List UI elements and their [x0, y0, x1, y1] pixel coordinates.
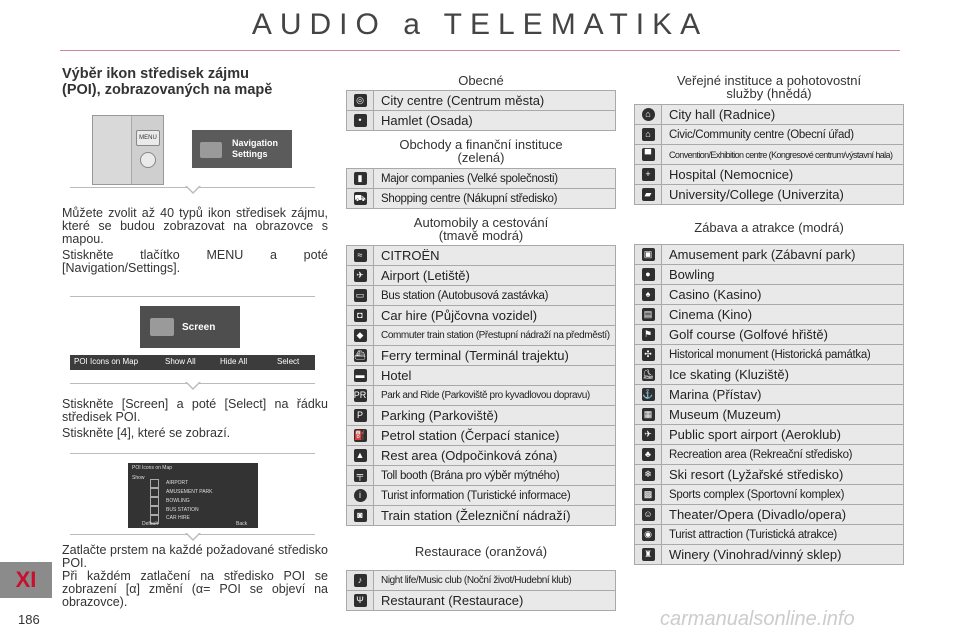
ice-skating-icon: ⛸ — [642, 368, 654, 379]
car-icon: ◘ — [354, 309, 367, 322]
table-row: ▦ Museum (Muzeum) — [635, 405, 904, 425]
category-entertainment-title: Zábava a atrakce (modrá) — [694, 220, 844, 235]
poi-list-image: POI Icons on Map Show AIRPORT AMUSEMENT PARK BOWLING BUS STATION CAR HIRE Default Back — [128, 463, 258, 528]
ferry-icon: ⛴ — [354, 349, 366, 360]
table-row: ◉ Turist attraction (Turistická atrakce) — [635, 525, 904, 545]
commuter-train-icon: ◆ — [354, 329, 367, 342]
city-centre-icon: ◎ — [354, 94, 367, 107]
table-restaurants — [346, 570, 616, 611]
table-general — [346, 90, 616, 131]
table-row: Ψ Restaurant (Restaurace) — [347, 591, 616, 611]
table-row: ☺ Theater/Opera (Divadlo/opera) — [635, 505, 904, 525]
sports-complex-icon: ▩ — [642, 488, 655, 501]
category-public-title: Veřejné instituce a pohotovostní služby (hnědá) — [676, 73, 862, 101]
city-hall-icon: ⌂ — [642, 108, 655, 121]
menu-button-image: MENU — [136, 130, 160, 146]
table-row: ▲ Rest area (Odpočinková zóna) — [347, 446, 616, 466]
divider — [70, 383, 315, 384]
table-row: ⛽ Petrol station (Čerpací stanice) — [347, 426, 616, 446]
university-icon: ▰ — [642, 188, 655, 201]
table-row: ▭ Bus station (Autobusová zastávka) — [347, 286, 616, 306]
recreation-area-icon: ♣ — [642, 448, 655, 461]
category-general-title: Obecné — [458, 73, 504, 88]
table-row: ✈ Public sport airport (Aeroklub) — [635, 425, 904, 445]
instruction-block-1: Můžete zvolit až 40 typů ikon středisek zájmu, které se budou zobrazovat na obrazovce s mapou. Stiskněte tlačítko MENU a poté [Navigation/Settings]. — [62, 206, 328, 275]
table-row: + Hospital (Nemocnice) — [635, 165, 904, 185]
hotel-icon: ▬ — [355, 369, 365, 380]
table-row: ♠ Casino (Kasino) — [635, 285, 904, 305]
toll-booth-icon: ╤ — [354, 469, 367, 482]
cinema-icon: ▤ — [642, 308, 655, 321]
convention-centre-icon: ▀ — [642, 148, 655, 161]
sport-airport-icon: ✈ — [642, 428, 655, 441]
table-automotive — [346, 245, 616, 526]
park-and-ride-icon: PR — [353, 389, 367, 400]
screen-button-image: Screen — [140, 306, 240, 348]
poi-icons-bar-image: POI Icons on Map Show All Hide All Select — [70, 355, 315, 370]
table-row: ⌂ Civic/Community centre (Obecní úřad) — [635, 125, 904, 145]
table-row: ╤ Toll booth (Brána pro výběr mýtného) — [347, 466, 616, 486]
table-row: ⚑ Golf course (Golfové hřiště) — [635, 325, 904, 345]
museum-icon: ▦ — [642, 408, 655, 421]
table-row: ◎ City centre (Centrum města) — [347, 91, 616, 111]
header-rule — [60, 50, 900, 51]
table-row: ▩ Sports complex (Sportovní komplex) — [635, 485, 904, 505]
instruction-block-2: Stiskněte [Screen] a poté [Select] na řádku středisek POI. Stiskněte [4], které se zobrazí. — [62, 397, 328, 440]
screen-icon — [150, 318, 174, 336]
restaurant-icon: Ψ — [354, 594, 367, 607]
divider — [70, 187, 315, 188]
table-shopping — [346, 168, 616, 209]
table-row: ♣ Recreation area (Rekreační středisko) — [635, 445, 904, 465]
instruction-block-3: Zatlačte prstem na každé požadované středisko POI. Při každém zatlačení na středisko POI se zobrazení [α] změní (α= POI se objeví na obrazovce). — [62, 543, 328, 609]
table-row: ✣ Historical monument (Historická památka) — [635, 345, 904, 365]
train-icon: ◙ — [354, 509, 367, 522]
divider — [70, 534, 315, 535]
parking-icon: P — [354, 409, 367, 422]
table-row: ♪ Night life/Music club (Noční život/Hudební klub) — [347, 571, 616, 591]
section-title: Výběr ikon středisek zájmu (POI), zobrazovaných na mapě — [62, 66, 273, 98]
night-life-icon: ♪ — [354, 574, 367, 587]
table-row: P Parking (Parkoviště) — [347, 406, 616, 426]
table-row: ❄ Ski resort (Lyžařské středisko) — [635, 465, 904, 485]
table-row: ◘ Car hire (Půjčovna vozidel) — [347, 306, 616, 326]
table-row: ♜ Winery (Vinohrad/vinný sklep) — [635, 545, 904, 565]
table-row: ▰ University/College (Univerzita) — [635, 185, 904, 205]
navigation-settings-image: Navigation Settings — [192, 130, 292, 168]
community-centre-icon: ⌂ — [642, 128, 655, 141]
table-row: ◆ Commuter train station (Přestupní nádraží na předměstí) — [347, 326, 616, 346]
table-row: ⛟ Shopping centre (Nákupní středisko) — [347, 189, 616, 209]
divider — [70, 296, 315, 297]
table-row: ⛸ Ice skating (Kluziště) — [635, 365, 904, 385]
info-icon: i — [354, 489, 367, 502]
rest-area-icon: ▲ — [354, 449, 367, 462]
monument-icon: ✣ — [642, 348, 655, 361]
table-row: ✈ Airport (Letiště) — [347, 266, 616, 286]
table-row: ≈ CITROËN — [347, 246, 616, 266]
shopping-cart-icon: ⛟ — [354, 192, 366, 203]
amusement-park-icon: ▣ — [642, 248, 655, 261]
hospital-icon: + — [642, 168, 655, 181]
category-automotive-title: Automobily a cestování (tmavě modrá) — [413, 215, 549, 243]
table-entertainment — [634, 244, 904, 565]
table-row: ⌂ City hall (Radnice) — [635, 105, 904, 125]
table-row: PR Park and Ride (Parkoviště pro kyvadlovou dopravu) — [347, 386, 616, 406]
airport-icon: ✈ — [354, 269, 367, 282]
bus-icon: ▭ — [354, 289, 367, 302]
navigation-icon — [200, 142, 222, 158]
category-shopping-title: Obchody a finanční instituce (zelená) — [399, 137, 563, 165]
menu-panel-image — [92, 115, 164, 185]
watermark: carmanualsonline.info — [660, 608, 855, 630]
table-row: ● Bowling — [635, 265, 904, 285]
table-row: ⛴ Ferry terminal (Terminál trajektu) — [347, 346, 616, 366]
table-row: ▮ Major companies (Velké společnosti) — [347, 169, 616, 189]
table-public — [634, 104, 904, 205]
table-row: ▤ Cinema (Kino) — [635, 305, 904, 325]
theater-icon: ☺ — [643, 508, 653, 519]
category-restaurants-title: Restaurace (oranžová) — [414, 544, 548, 559]
table-row: ▣ Amusement park (Zábavní park) — [635, 245, 904, 265]
ski-resort-icon: ❄ — [642, 468, 655, 481]
table-row: • Hamlet (Osada) — [347, 111, 616, 131]
divider — [70, 453, 315, 454]
table-row: ▬ Hotel — [347, 366, 616, 386]
table-row: ⚓ Marina (Přístav) — [635, 385, 904, 405]
table-row: ◙ Train station (Železniční nádraží) — [347, 506, 616, 526]
page-header: AUDIO a TELEMATIKA — [251, 8, 709, 41]
company-icon: ▮ — [354, 172, 367, 185]
tourist-attraction-icon: ◉ — [642, 528, 655, 541]
page-number: 186 — [18, 612, 40, 627]
casino-icon: ♠ — [642, 288, 655, 301]
chapter-tab: XI — [0, 562, 52, 598]
winery-icon: ♜ — [642, 548, 655, 561]
golf-icon: ⚑ — [642, 328, 655, 341]
hamlet-icon: • — [354, 114, 367, 127]
table-row: ▀ Convention/Exhibition centre (Kongresové centrum/výstavní hala) — [635, 145, 904, 165]
marina-icon: ⚓ — [642, 388, 654, 399]
petrol-station-icon: ⛽ — [354, 429, 366, 440]
citroen-icon: ≈ — [354, 249, 367, 262]
bowling-icon: ● — [642, 268, 655, 281]
table-row: i Turist information (Turistické informace) — [347, 486, 616, 506]
